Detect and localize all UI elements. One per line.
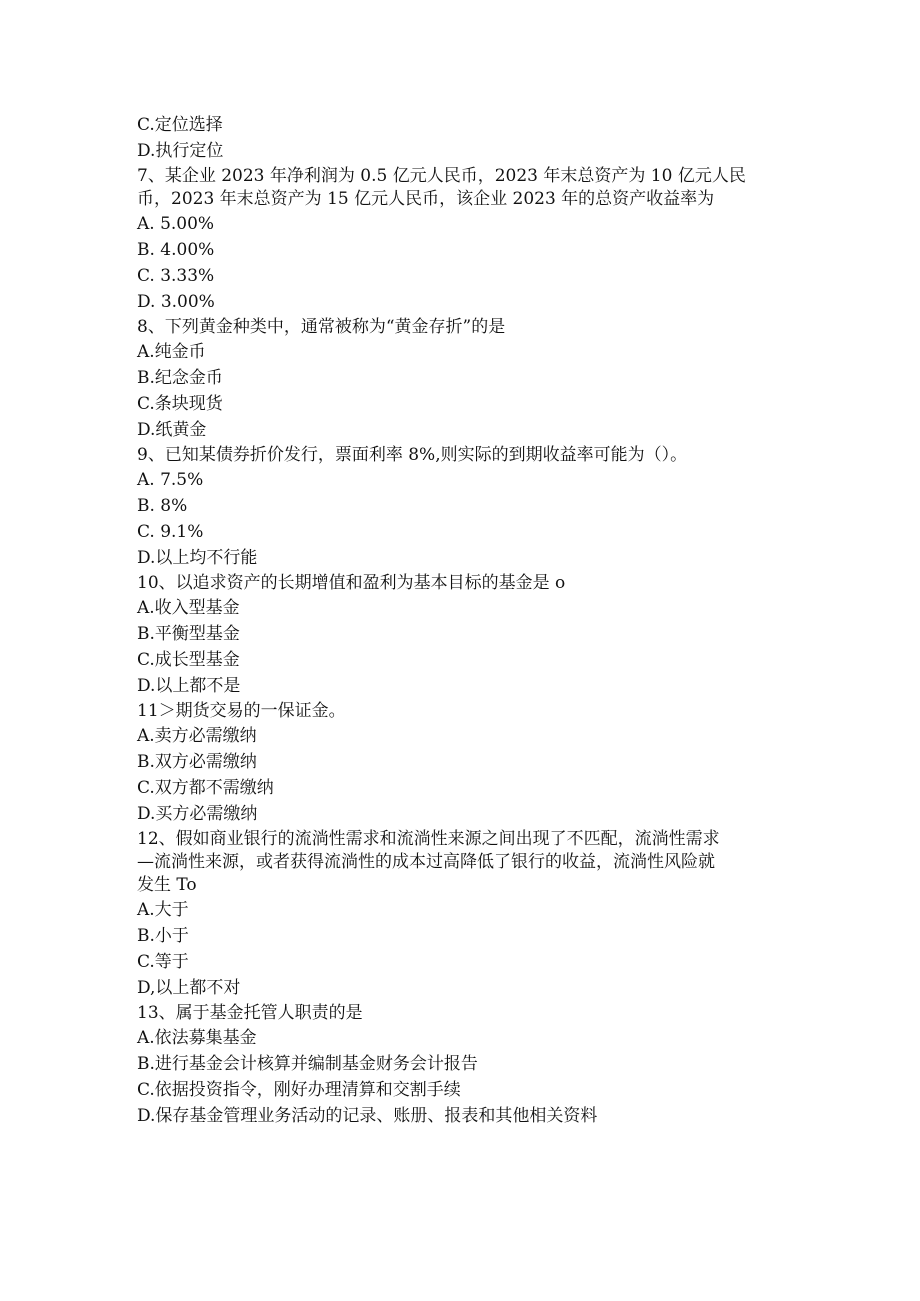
answer-option: A. 7.5% bbox=[137, 470, 204, 490]
answer-option: B. 8% bbox=[137, 496, 188, 516]
answer-option: D,以上都不对 bbox=[137, 978, 241, 998]
answer-option: C.条块现货 bbox=[137, 394, 223, 414]
question-text-line: 12、假如商业银行的流淌性需求和流淌性来源之间出现了不匹配，流淌性需求 bbox=[137, 829, 720, 849]
answer-option: D.纸黄金 bbox=[137, 420, 207, 440]
answer-option: B. 4.00% bbox=[137, 240, 215, 260]
answer-option: C.定位选择 bbox=[137, 115, 223, 135]
answer-option: C.等于 bbox=[137, 952, 189, 972]
answer-option: B.小于 bbox=[137, 926, 189, 946]
answer-option: D.保存基金管理业务活动的记录、账册、报表和其他相关资料 bbox=[137, 1106, 598, 1126]
answer-option: D.买方必需缴纳 bbox=[137, 804, 258, 824]
answer-option: B.进行基金会计核算并编制基金财务会计报告 bbox=[137, 1054, 478, 1074]
answer-option: C. 3.33% bbox=[137, 266, 215, 286]
question-text-line: 13、属于基金托管人职责的是 bbox=[137, 1003, 363, 1023]
question-text-line: 11＞期货交易的一保证金。 bbox=[137, 701, 346, 721]
question-text-line: 8、下列黄金种类中，通常被称为“黄金存折”的是 bbox=[137, 317, 506, 337]
question-text-line: 10、以追求资产的长期增值和盈利为基本目标的基金是 o bbox=[137, 573, 566, 593]
answer-option: A.收入型基金 bbox=[137, 598, 240, 618]
answer-option: B.双方必需缴纳 bbox=[137, 752, 257, 772]
answer-option: D.以上均不行能 bbox=[137, 548, 258, 568]
answer-option: D.以上都不是 bbox=[137, 676, 241, 696]
question-text-line: 发生 To bbox=[137, 875, 197, 895]
question-text-line: 7、某企业 2023 年净利润为 0.5 亿元人民币，2023 年末总资产为 10 亿元人民 bbox=[137, 166, 746, 186]
answer-option: B.纪念金币 bbox=[137, 368, 223, 388]
question-text-line: 币，2023 年末总资产为 15 亿元人民币，该企业 2023 年的总资产收益率为 bbox=[137, 189, 715, 209]
answer-option: C. 9.1% bbox=[137, 522, 204, 542]
answer-option: C.双方都不需缴纳 bbox=[137, 778, 274, 798]
answer-option: C.依据投资指令，刚好办理清算和交割手续 bbox=[137, 1080, 461, 1100]
answer-option: C.成长型基金 bbox=[137, 650, 240, 670]
answer-option: A.依法募集基金 bbox=[137, 1028, 257, 1048]
question-text-line: —流淌性来源，或者获得流淌性的成本过高降低了银行的收益，流淌性风险就 bbox=[137, 852, 715, 872]
question-list bbox=[137, 112, 787, 1129]
answer-option: D.执行定位 bbox=[137, 141, 224, 161]
answer-option: A. 5.00% bbox=[137, 214, 215, 234]
answer-option: B.平衡型基金 bbox=[137, 624, 240, 644]
question-text-line: 9、已知某债券折价发行，票面利率 8%,则实际的到期收益率可能为（）。 bbox=[137, 445, 688, 465]
answer-option: D. 3.00% bbox=[137, 292, 215, 312]
answer-option: A.卖方必需缴纳 bbox=[137, 726, 257, 746]
answer-option: A.纯金币 bbox=[137, 342, 206, 362]
answer-option: A.大于 bbox=[137, 900, 189, 920]
